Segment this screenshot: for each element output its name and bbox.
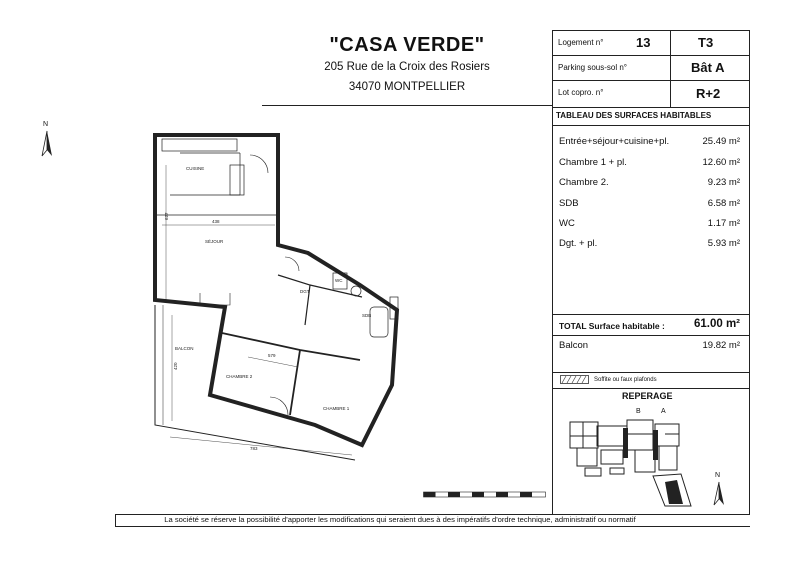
- reperage-north-arrow-icon: [712, 481, 726, 507]
- reperage-label-a: A: [661, 408, 666, 415]
- surface-row-value: 12.60 m²: [702, 157, 740, 168]
- reperage-site-plan: [565, 416, 715, 508]
- surfaces-title-divider: [552, 125, 750, 126]
- room-sejour: SÉJOUR: [205, 239, 224, 244]
- type-value: T3: [698, 35, 714, 50]
- floor-plan: [130, 125, 430, 470]
- total-top-divider: [552, 314, 750, 315]
- dim-420: 420: [173, 362, 178, 370]
- etage-value: R+2: [696, 86, 721, 101]
- room-sdb: SDB: [362, 313, 372, 318]
- logement-label: Logement n°: [558, 38, 604, 47]
- surface-row-label: Chambre 2.: [559, 177, 609, 188]
- room-wc: WC: [335, 278, 343, 283]
- address-line-2: 34070 MONTPELLIER: [348, 81, 466, 93]
- surface-row-label: Entrée+séjour+cuisine+pl.: [559, 136, 670, 147]
- room-dgt: DGT: [300, 289, 310, 294]
- info-row-divider-2: [552, 80, 750, 81]
- total-value: 61.00 m²: [693, 318, 740, 330]
- room-chambre2: CHAMBRE 2: [226, 374, 253, 379]
- info-row-divider-1: [552, 55, 750, 56]
- reperage-title: REPERAGE: [622, 391, 673, 401]
- scale-bar: [423, 491, 548, 499]
- total-label: TOTAL Surface habitable :: [559, 321, 665, 331]
- room-chambre1: CHAMBRE 1: [323, 406, 350, 411]
- surface-row-value: 5.93 m²: [707, 238, 740, 249]
- hatch-legend-text: Soffite ou faux plafonds: [594, 377, 657, 383]
- footer-line-bottom: [115, 526, 750, 527]
- batiment-value: Bât A: [691, 60, 725, 75]
- surface-row-label: Dgt. + pl.: [559, 238, 598, 249]
- info-col-divider: [670, 30, 671, 108]
- reperage-north-label: N: [715, 472, 721, 479]
- plan-north-arrow-icon: [40, 130, 54, 158]
- header-underline: [262, 105, 553, 106]
- surface-row-value: 9.23 m²: [707, 177, 740, 188]
- surface-row-value: 1.17 m²: [707, 218, 740, 229]
- address-line-1: 205 Rue de la Croix des Rosiers: [324, 61, 490, 73]
- balcon-label: Balcon: [559, 340, 589, 351]
- project-title: "CASA VERDE": [329, 34, 485, 56]
- right-panel-border: [552, 30, 553, 514]
- lot-label: Lot copro. n°: [558, 88, 604, 97]
- surface-row-label: Chambre 1 + pl.: [559, 157, 627, 168]
- footer-disclaimer: La société se réserve la possibilité d'apporter les modifications qui seraient dues à des impératifs d'ordre technique, administratif ou normatif: [164, 515, 636, 524]
- legend-bottom-divider: [552, 388, 750, 389]
- surface-row-value: 6.58 m²: [707, 198, 740, 209]
- hatch-legend-icon: [560, 375, 590, 385]
- dim-783: 783: [250, 446, 258, 451]
- surface-row-value: 25.49 m²: [702, 136, 740, 147]
- dim-579: 579: [268, 353, 276, 358]
- surface-row-label: WC: [559, 218, 575, 229]
- balcon-bottom-divider: [552, 372, 750, 373]
- room-balcon: BALCON: [175, 346, 194, 351]
- surface-row-label: SDB: [559, 198, 579, 209]
- balcon-value: 19.82 m²: [702, 340, 740, 351]
- plan-north-label: N: [43, 121, 49, 128]
- logement-value: 13: [636, 35, 651, 50]
- info-row-divider-3: [552, 107, 750, 108]
- parking-label: Parking sous-sol n°: [558, 63, 628, 72]
- dim-438: 438: [212, 219, 220, 224]
- right-panel-right: [749, 30, 750, 514]
- room-cuisine: CUISINE: [186, 166, 205, 171]
- total-bottom-divider: [552, 335, 750, 336]
- surfaces-title: TABLEAU DES SURFACES HABITABLES: [556, 111, 712, 120]
- right-panel-top: [552, 30, 750, 31]
- dim-627: 627: [164, 212, 169, 220]
- reperage-label-b: B: [636, 408, 641, 415]
